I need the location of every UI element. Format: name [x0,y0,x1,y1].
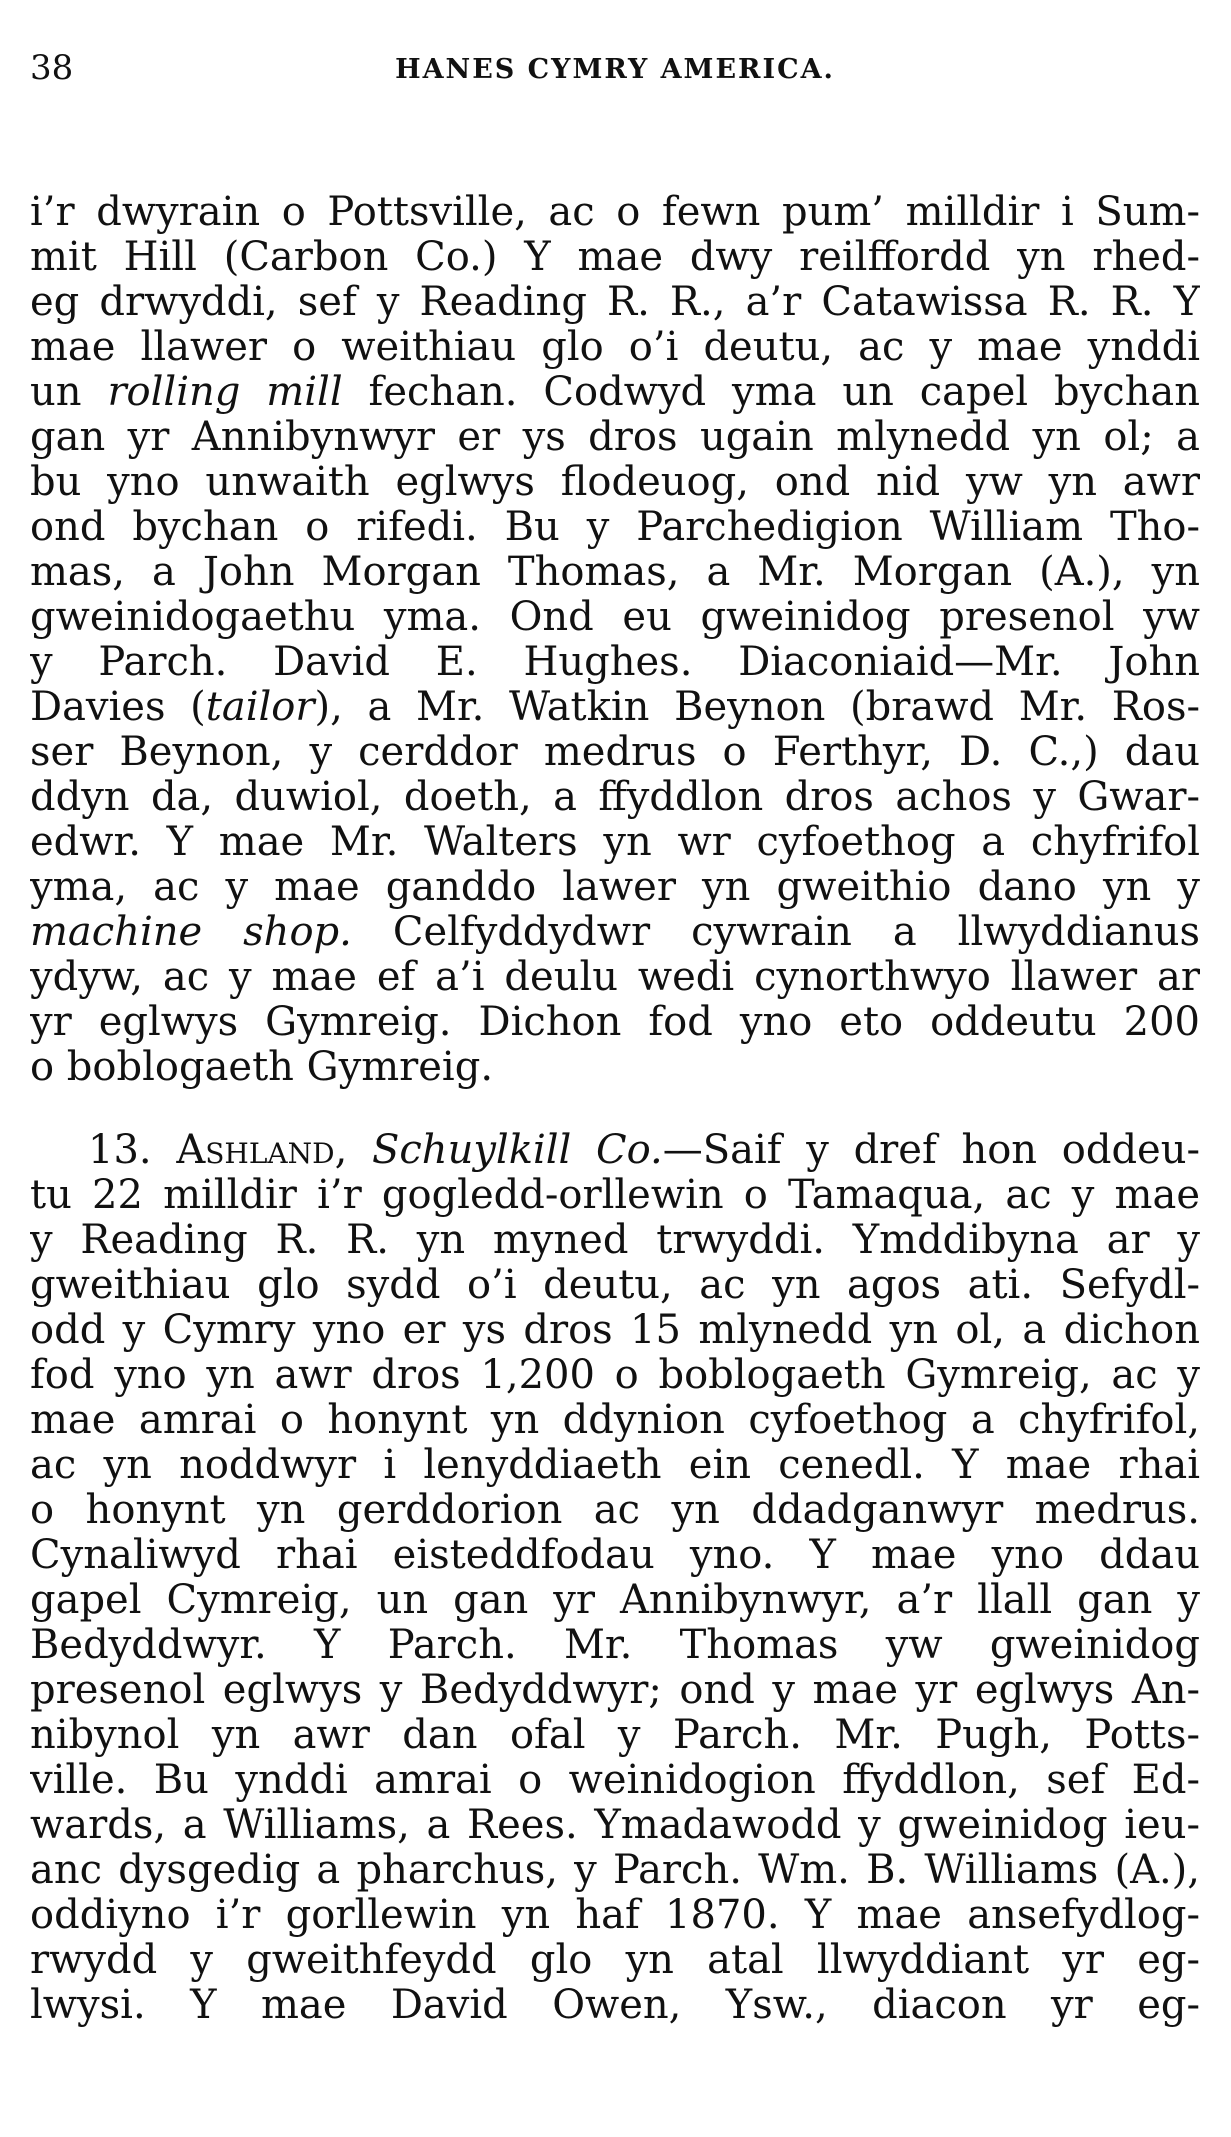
page-header [30,40,1200,102]
running-title: HANES CYMRY AMERICA. [395,54,835,85]
text-line: i’r dwyrain o Pottsville, ac o fewn pum’ milldir i Sum- [30,190,1200,235]
text-line: ville. Bu ynddi amrai o weinidogion ffyddlon, sef Ed- [30,1758,1200,1803]
text-line: eg drwyddi, sef y Reading R. R., a’r Catawissa R. R. Y [30,280,1200,325]
italic-term-rolling-mill: rolling mill [107,370,343,415]
book-page [30,40,1200,2028]
text-line [30,1128,1200,1173]
text-line: mit Hill (Carbon Co.) Y mae dwy reilffordd yn rhed- [30,235,1200,280]
paragraph-ashland [30,1128,1200,2028]
text-run: Celfyddydwr cywrain a llwyddianus [351,910,1200,955]
text-line: gan yr Annibynwyr er ys dros ugain mlynedd yn ol; a [30,415,1200,460]
place-name: Ashland, [176,1128,348,1173]
page-number: 38 [30,48,74,88]
text-run: fechan. Codwyd yma un capel bychan [342,370,1200,415]
italic-term-tailor: tailor [205,685,315,730]
text-line: y Parch. David E. Hughes. Diaconiaid—Mr. John [30,640,1200,685]
body-text [30,190,1200,2028]
text-line: yr eglwys Gymreig. Dichon fod yno eto oddeutu 200 [30,1000,1200,1045]
text-line [30,910,1200,955]
text-line: anc dysgedig a pharchus, y Parch. Wm. B. Williams (A.), [30,1848,1200,1893]
text-line: ond bychan o rifedi. Bu y Parchedigion William Tho- [30,505,1200,550]
text-line: o boblogaeth Gymreig. [30,1045,494,1090]
text-line: o honynt yn gerddorion ac yn ddadganwyr medrus. [30,1488,1200,1533]
text-line: fod yno yn awr dros 1,200 o boblogaeth Gymreig, ac y [30,1353,1200,1398]
text-line: ddyn da, duwiol, doeth, a ffyddlon dros achos y Gwar- [30,775,1200,820]
text-line: mae amrai o honynt yn ddynion cyfoethog a chyfrifol, [30,1398,1200,1443]
text-run: Davies ( [30,685,206,730]
text-line: bu yno unwaith eglwys flodeuog, ond nid yw yn awr [30,460,1200,505]
text-line: odd y Cymry yno er ys dros 15 mlynedd yn ol, a dichon [30,1308,1200,1353]
text-line: edwr. Y mae Mr. Walters yn wr cyfoethog a chyfrifol [30,820,1200,865]
county-name: Schuylkill Co. [372,1128,663,1173]
text-line: ydyw, ac y mae ef a’i deulu wedi cynorthwyo llawer ar [30,955,1200,1000]
text-line: rwydd y gweithfeydd glo yn atal llwyddiant yr eg- [30,1938,1200,1983]
text-line: lwysi. Y mae David Owen, Ysw., diacon yr eg- [30,1983,1200,2028]
text-line: mae llawer o weithiau glo o’i deutu, ac y mae ynddi [30,325,1200,370]
text-run: —Saif y dref hon oddeu- [662,1128,1200,1173]
text-run: ), a Mr. Watkin Beynon (brawd Mr. Ros- [314,685,1200,730]
section-number: 13. [88,1128,152,1173]
text-line: ac yn noddwyr i lenyddiaeth ein cenedl. Y mae rhai [30,1443,1200,1488]
paragraph-gap [30,1090,1200,1128]
text-line: gweinidogaethu yma. Ond eu gweinidog presenol yw [30,595,1200,640]
text-line [30,685,1200,730]
text-line: mas, a John Morgan Thomas, a Mr. Morgan (A.), yn [30,550,1200,595]
text-line: ser Beynon, y cerddor medrus o Ferthyr, D. C.,) dau [30,730,1200,775]
text-line: nibynol yn awr dan ofal y Parch. Mr. Pugh, Potts- [30,1713,1200,1758]
text-line: gapel Cymreig, un gan yr Annibynwyr, a’r llall gan y [30,1578,1200,1623]
text-line: y Reading R. R. yn myned trwyddi. Ymddibyna ar y [30,1218,1200,1263]
italic-term-machine-shop: machine shop. [30,910,352,955]
text-line: yma, ac y mae ganddo lawer yn gweithio dano yn y [30,865,1200,910]
text-line: presenol eglwys y Bedyddwyr; ond y mae yr eglwys An- [30,1668,1200,1713]
text-line: Cynaliwyd rhai eisteddfodau yno. Y mae yno ddau [30,1533,1200,1578]
text-line: gweithiau glo sydd o’i deutu, ac yn agos ati. Sefydl- [30,1263,1200,1308]
paragraph-pottsville-area [30,190,1200,1090]
text-line: wards, a Williams, a Rees. Ymadawodd y gweinidog ieu- [30,1803,1200,1848]
text-line: oddiyno i’r gorllewin yn haf 1870. Y mae ansefydlog- [30,1893,1200,1938]
text-line: Bedyddwyr. Y Parch. Mr. Thomas yw gweinidog [30,1623,1200,1668]
text-line [30,370,1200,415]
text-line: tu 22 milldir i’r gogledd-orllewin o Tamaqua, ac y mae [30,1173,1200,1218]
text-run: un [30,370,108,415]
